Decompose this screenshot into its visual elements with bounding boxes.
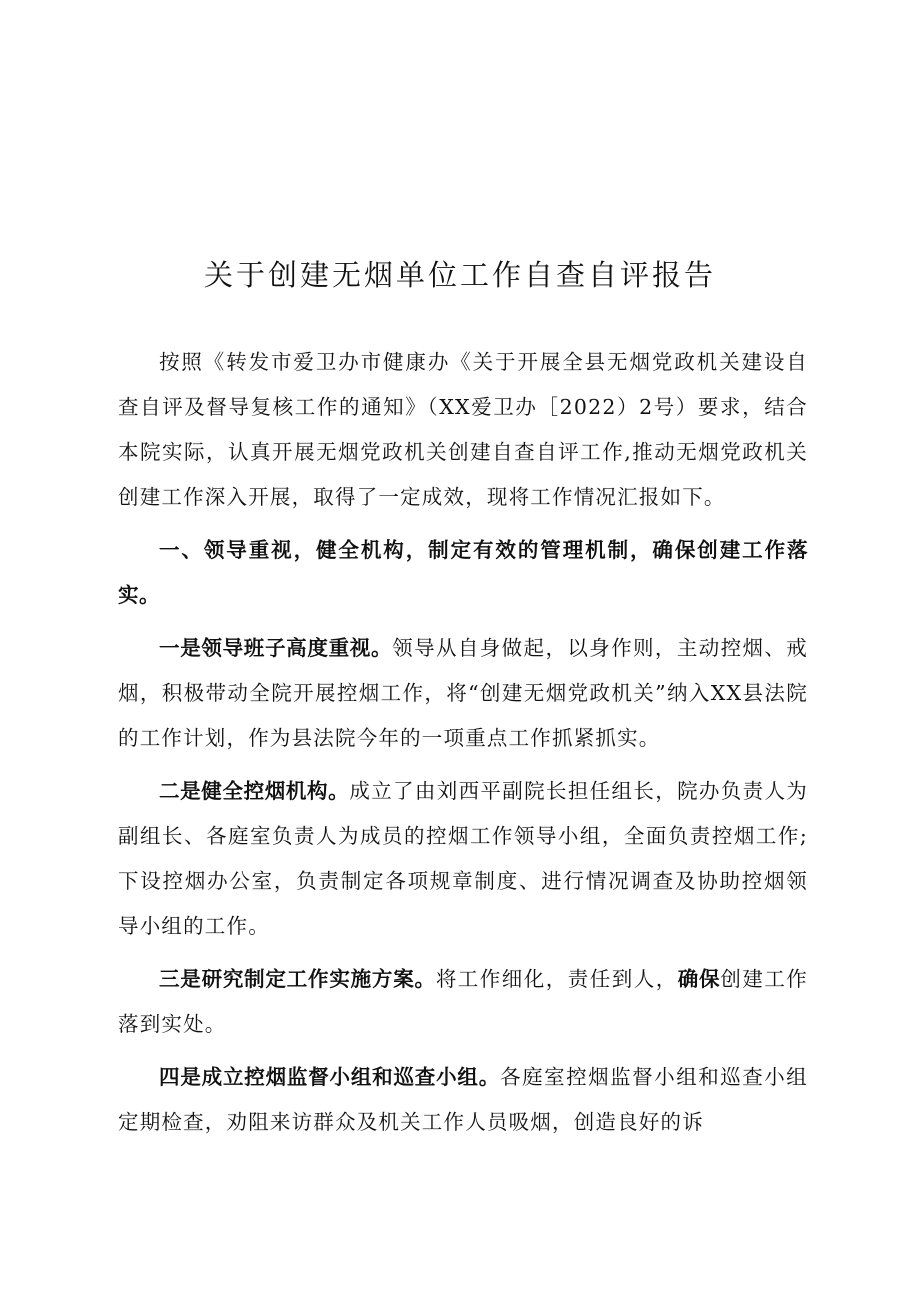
paragraph-item-1	[118, 626, 808, 761]
paragraph-text: 各庭室控烟监督小组和巡查小组定期检查，劝阻来访群众及机关工作人员吸烟，创造良好的诉	[118, 1065, 808, 1134]
document-title: 关于创建无烟单位工作自查自评报告	[203, 258, 716, 292]
paragraph-text: 将工作细化，责任到人，	[435, 967, 678, 991]
paragraph-lead: 三是研究制定工作实施方案。	[159, 967, 436, 991]
intro-paragraph	[118, 340, 808, 520]
paragraph-item-4	[118, 1055, 808, 1145]
document-body	[118, 340, 808, 1153]
section-heading-1: 一、领导重视，健全机构，制定有效的管理机制，确保创建工作落实。	[118, 538, 808, 607]
paragraph-lead: 一是领导班子高度重视。	[159, 636, 393, 660]
paragraph-text: 成立了由刘西平副院长担任组长，院办负责人为副组长、各庭室负责人为成员的控烟工作领导小组，全面负责控烟工作;下设控烟办公室，负责制定各项规章制度、进行情况调查及协助控烟领导小组的工作。	[118, 779, 809, 938]
paragraph-lead: 二是健全控烟机构。	[159, 779, 350, 803]
paragraph-inline-bold: 确保	[677, 967, 721, 991]
paragraph-lead: 四是成立控烟监督小组和巡查小组。	[159, 1065, 501, 1089]
paragraph-text-after: 创建工作落到实处。	[118, 967, 809, 1036]
paragraph-item-3	[118, 957, 808, 1047]
paragraph-item-2	[118, 769, 808, 949]
paragraph-text: 按照《转发市爱卫办市健康办《关于开展全县无烟党政机关建设自查自评及督导复核工作的通知》（XX爱卫办［2022）2号）要求，结合本院实际，认真开展无烟党政机关创建自查自评工作,推动无烟党政机关创建工作深入开展，取得了一定成效，现将工作情况汇报如下。	[118, 350, 808, 509]
paragraph-text: 领导从自身做起，以身作则，主动控烟、戒烟，积极带动全院开展控烟工作，将“创建无烟党政机关”纳入XX县法院的工作计划，作为县法院今年的一项重点工作抓紧抓实。	[118, 636, 809, 750]
